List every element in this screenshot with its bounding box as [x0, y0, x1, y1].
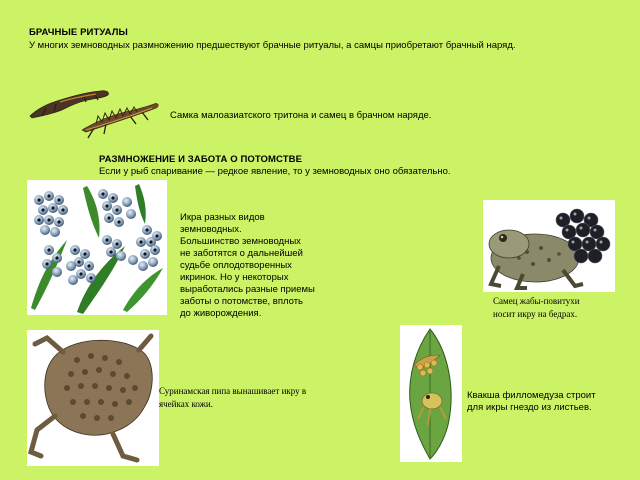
- section-text-rituals: У многих земноводных размножению предшествуют брачные ритуалы, а самцы приобретают брачный наряд.: [29, 40, 516, 51]
- section-title-reproduction: РАЗМНОЖЕНИЕ И ЗАБОТА О ПОТОМСТВЕ: [99, 154, 303, 165]
- eggs-image: [27, 180, 167, 315]
- midwife-toad-image: [483, 200, 615, 292]
- phyllomedusa-caption: [467, 390, 637, 414]
- caption-line: Самец жабы-повитухи: [493, 296, 580, 306]
- phyllomedusa-image: [400, 325, 462, 462]
- caption-line: Квакша филломедуза строит: [467, 390, 596, 401]
- caption-line: заботы о потомстве, вплоть: [180, 296, 303, 307]
- newts-image: [26, 80, 162, 140]
- surinam-toad-image: [27, 330, 159, 466]
- section-text-reproduction: Если у рыб спаривание — редкое явление, то у земноводных оно обязательно.: [99, 166, 451, 177]
- caption-line: носит икру на бедрах.: [493, 309, 578, 319]
- newts-caption: Самка малоазиатского тритона и самец в брачном наряде.: [170, 110, 432, 121]
- caption-line: икринок. Но у некоторых: [180, 272, 289, 283]
- caption-line: Икра разных видов: [180, 212, 265, 223]
- surinam-toad-caption: [159, 385, 359, 411]
- eggs-caption: [180, 212, 340, 320]
- caption-line: земноводных.: [180, 224, 242, 235]
- caption-line: Суринамская пипа вынашивает икру в: [159, 386, 307, 396]
- caption-line: до живорождения.: [180, 308, 262, 319]
- caption-line: для икры гнездо из листьев.: [467, 402, 592, 413]
- caption-line: выработались разные приемы: [180, 284, 315, 295]
- section-title-rituals: БРАЧНЫЕ РИТУАЛЫ: [29, 27, 128, 38]
- caption-line: Большинство земноводных: [180, 236, 301, 247]
- caption-line: не заботятся о дальнейшей: [180, 248, 303, 259]
- caption-line: ячейках кожи.: [159, 399, 213, 409]
- midwife-toad-caption: [493, 295, 633, 321]
- caption-line: судьбе оплодотворенных: [180, 260, 292, 271]
